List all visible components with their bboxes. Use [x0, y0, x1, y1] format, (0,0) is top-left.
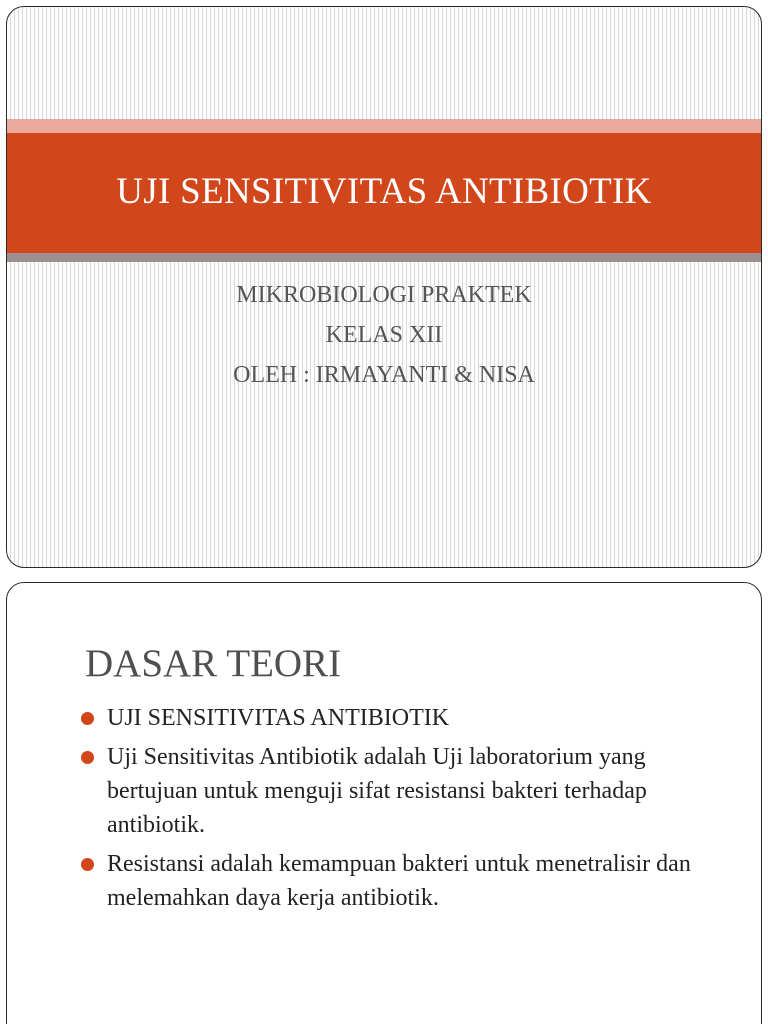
- title-band-shadow: [7, 253, 761, 262]
- title-slide: [6, 6, 762, 568]
- bullet-dot-icon: [81, 858, 94, 871]
- subtitle-line: OLEH : IRMAYANTI & NISA: [233, 362, 535, 388]
- subtitle-line: KELAS XII: [325, 322, 443, 348]
- bullet-dot-icon: [81, 712, 94, 725]
- bullet-text: Uji Sensitivitas Antibiotik adalah Uji laboratorium yang bertujuan untuk menguji sifat resistansi bakteri terhadap antibiotik.: [107, 744, 647, 838]
- bullet-item: [81, 701, 721, 735]
- title-band-highlight: [7, 119, 761, 133]
- subtitle-line: MIKROBIOLOGI PRAKTEK: [236, 282, 532, 308]
- bullet-item: [81, 740, 721, 842]
- content-slide: [6, 582, 762, 1024]
- bullet-text: Resistansi adalah kemampuan bakteri untuk menetralisir dan melemahkan daya kerja antibiotik.: [107, 851, 691, 911]
- slide-heading: DASAR TEORI: [85, 642, 342, 685]
- bullet-item: [81, 847, 721, 915]
- bullet-text: UJI SENSITIVITAS ANTIBIOTIK: [107, 705, 450, 731]
- slide-subtitle: [7, 275, 761, 395]
- bullet-dot-icon: [81, 751, 94, 764]
- title-band: [7, 133, 761, 253]
- slide-title: UJI SENSITIVITAS ANTIBIOTIK: [116, 170, 652, 212]
- bullet-list: [81, 701, 721, 920]
